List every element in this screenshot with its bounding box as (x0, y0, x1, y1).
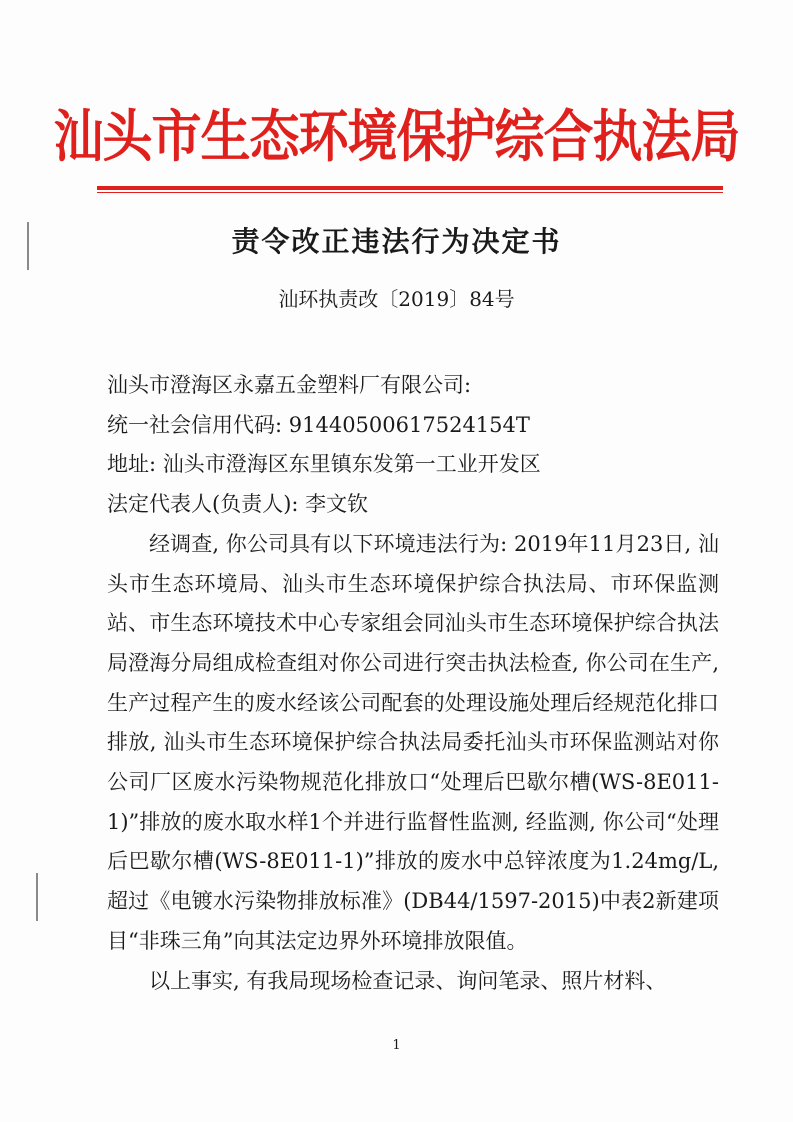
recipient-credit-code: 统一社会信用代码: 91440500617524154T (107, 412, 530, 437)
evidence-paragraph: 以上事实, 有我局现场检查记录、询问笔录、照片材料、 (149, 968, 667, 993)
recipient-company: 汕头市澄海区永嘉五金塑料厂有限公司: (107, 373, 472, 397)
scan-mark-bottom (36, 873, 38, 921)
document-number: 汕环执责改〔2019〕84号 (278, 287, 515, 311)
letterhead-rule-thin (97, 192, 723, 193)
page-number: 1 (392, 1038, 401, 1053)
document-title: 责令改正违法行为决定书 (231, 225, 562, 258)
document-body (107, 366, 719, 1001)
recipient-address: 地址: 汕头市澄海区东里镇东发第一工业开发区 (107, 452, 541, 477)
violation-paragraph: 经调查, 你公司具有以下环境违法行为: 2019年11月23日, 汕头市生态环境局、汕头市生态环境保护综合执法局、市环保监测站、市生态环境技术中心专家组会同汕头市生态环境保护综合执法局澄海分局组成检查组对你公司进行突击执法检查, 你公司在生产, 生产过程产生的废水经该公司配套的处理设施处理后经规范化排口排放, 汕头市生态环境保护综合执法局委托汕头市环保监测站对你公司厂区废水污染物规范化排放口“处理后巴歇尔槽(WS-8E011-1)”排放的废水取水样1个并进行监督性监测, 经监测, 你公司“处理后巴歇尔槽(WS-8E011-1)”排放的废水中总锌浓度为1.24mg/L, 超过《电镀水污染物排放标准》(DB44/1597-2015)中表2新建项目“非珠三角”向其法定边界外环境排放限值。 (107, 531, 719, 953)
agency-letterhead: 汕头市生态环境保护综合执法局 (53, 104, 740, 170)
recipient-legal-representative: 法定代表人(负责人): 李文钦 (107, 492, 369, 517)
letterhead-rule-thick (97, 186, 723, 190)
